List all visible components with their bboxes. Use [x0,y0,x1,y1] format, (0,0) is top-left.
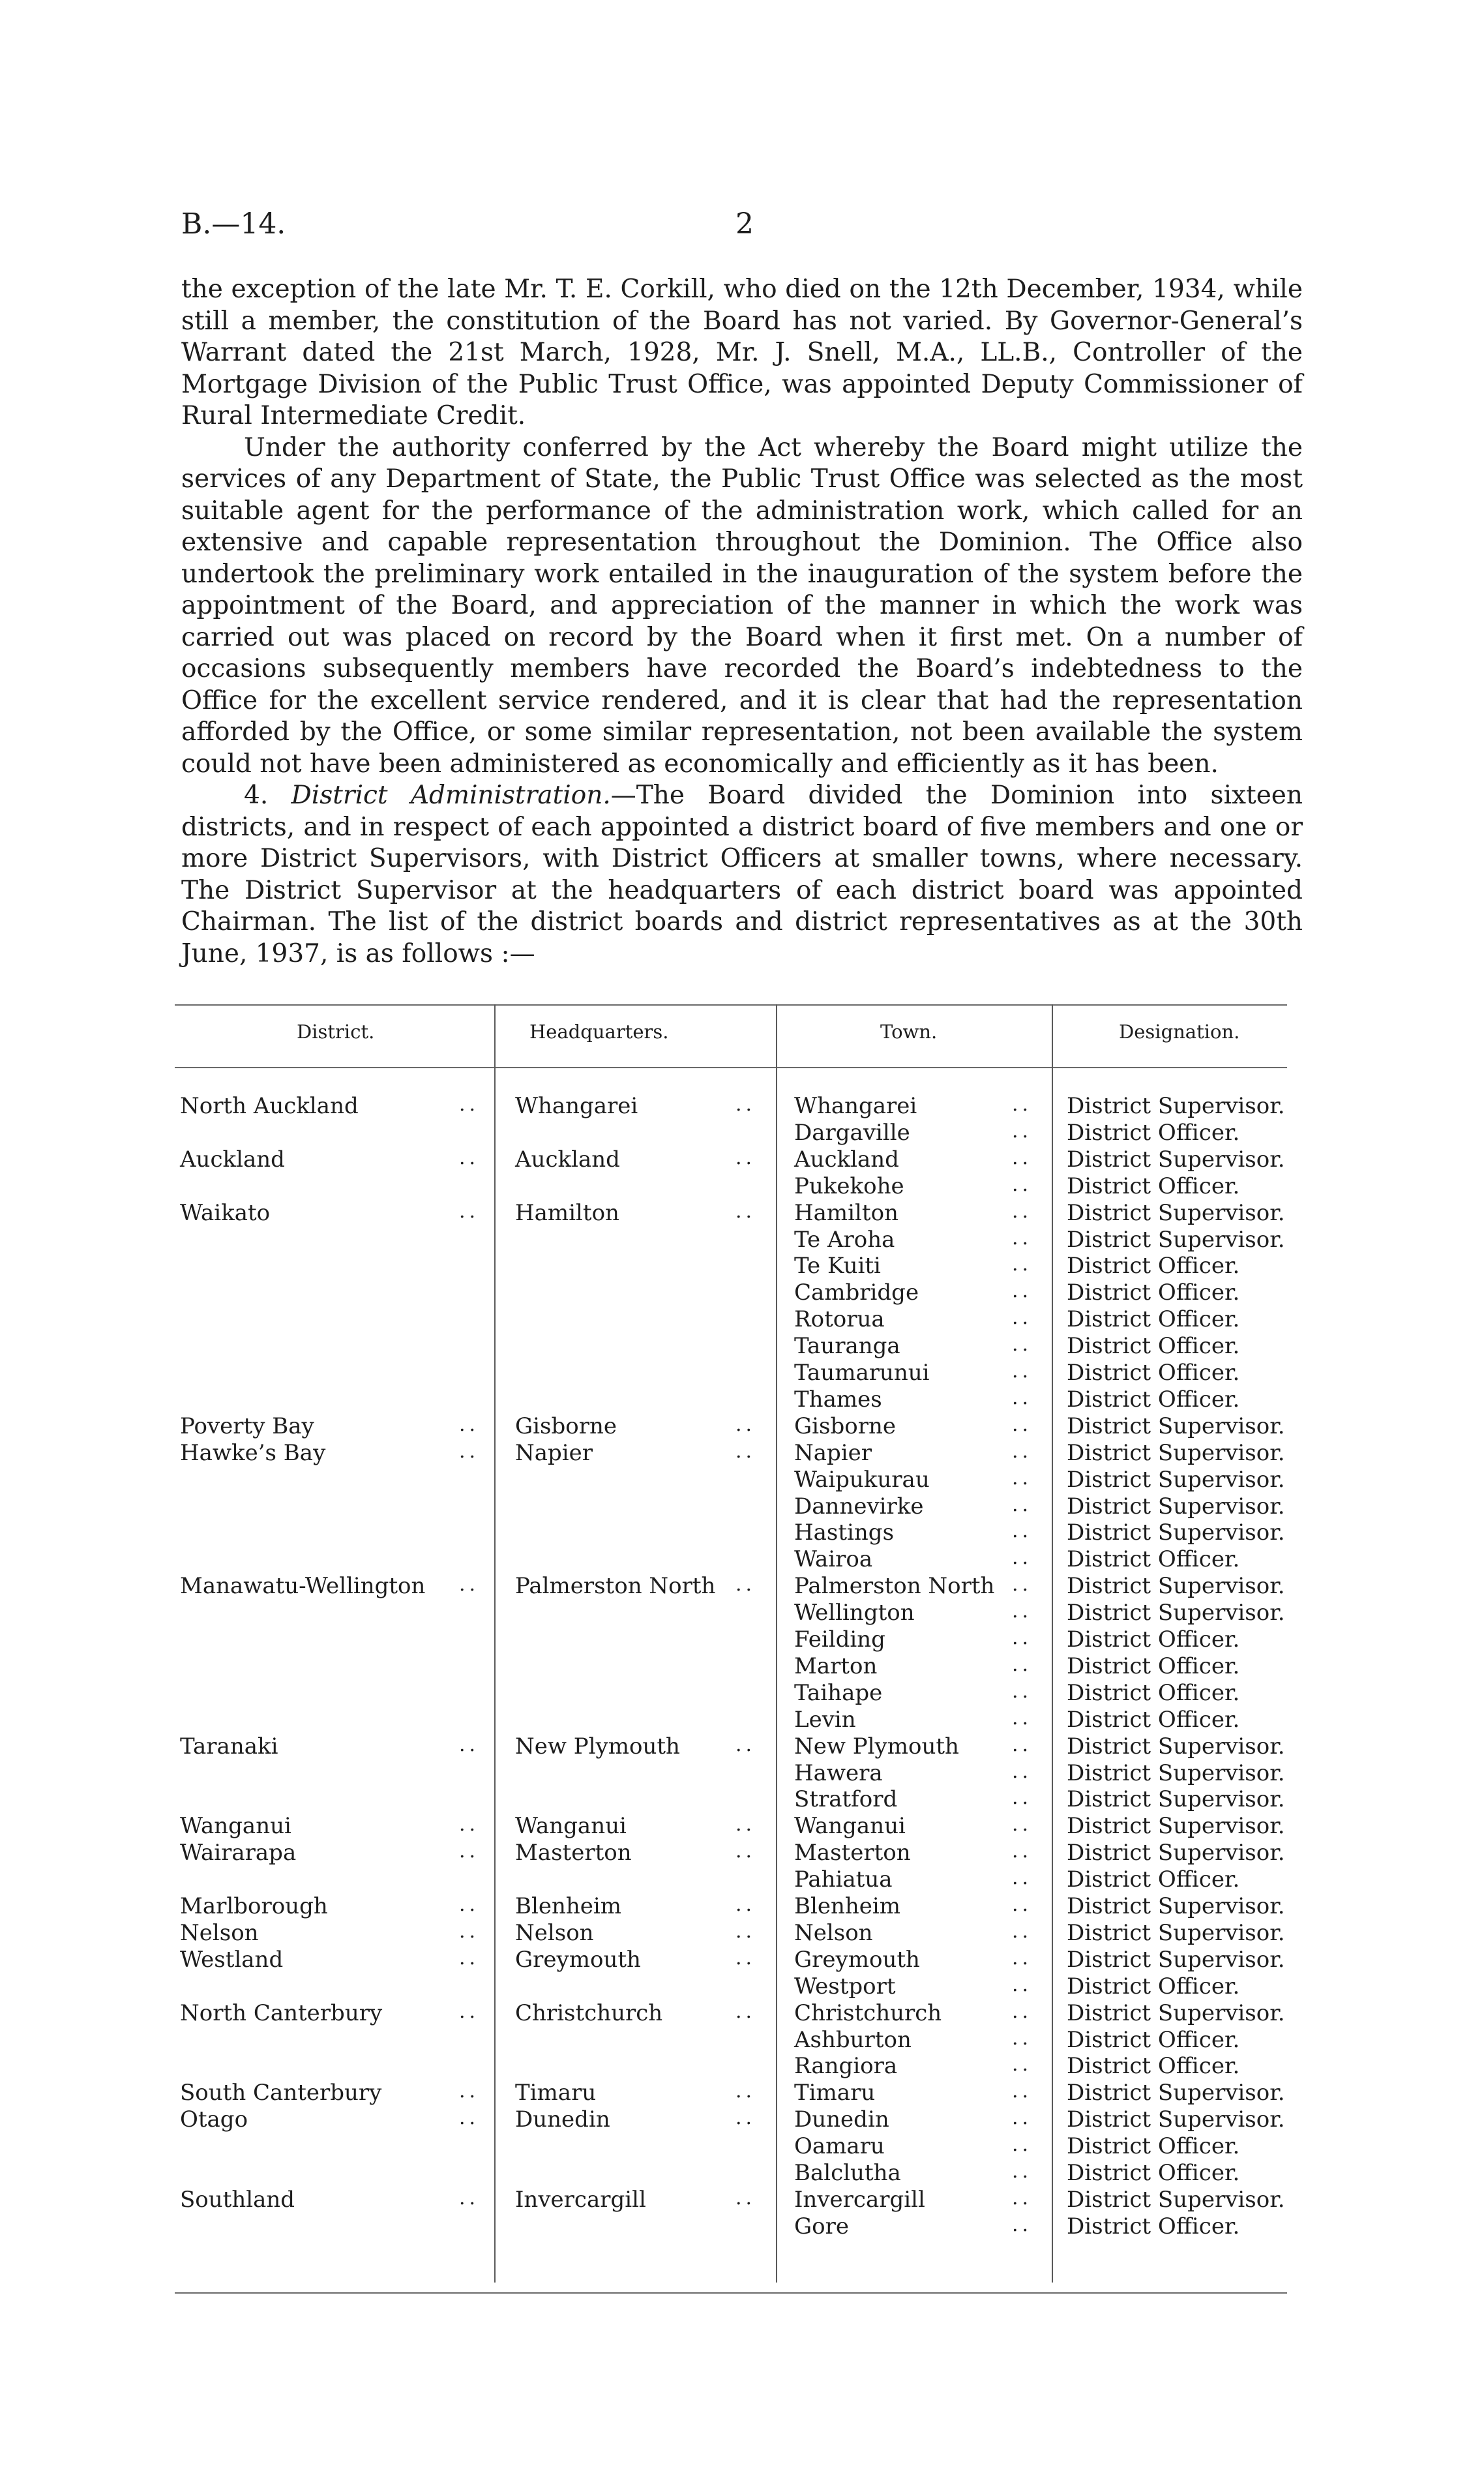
table-bottom-rule [175,2292,1287,2294]
designation-cell: District Officer. [1067,1626,1240,1653]
town-cell: Gore [794,2213,850,2239]
town-cell: Ashburton [794,2027,912,2053]
section-body: —The Board divided the Dominion into sixteen districts, and in respect of each appointed a district board of five members and one or more District Supervisors, with District Officers at smaller towns, where necessary. The District Supervisor at the headquarters of each district board was appointed Chairman. The list of the district boards and district representatives as at the 30th June, 1937, is as follows :— [181,781,1303,968]
headquarters-cell: Wanganui [515,1813,627,1839]
designation-cell: District Officer. [1067,2213,1240,2239]
designation-cell: District Officer. [1067,2053,1240,2079]
document-reference: B.—14. [181,207,286,241]
leader-dots: .. [735,1920,756,1943]
district-cell: Waikato [180,1200,271,1226]
leader-dots: .. [1012,1680,1033,1703]
town-cell: Wellington [794,1600,915,1626]
designation-cell: District Officer. [1067,1680,1240,1706]
leader-dots: .. [1012,1733,1033,1756]
district-cell: Wanganui [180,1813,291,1839]
leader-dots: .. [1012,2053,1033,2076]
designation-cell: District Officer. [1067,1333,1240,1359]
designation-cell: District Officer. [1067,1173,1240,1199]
town-cell: Wairoa [794,1546,873,1572]
page-number: 2 [735,207,754,241]
headquarters-cell: Auckland [515,1146,620,1173]
district-cell: Poverty Bay [180,1413,314,1439]
leader-dots: .. [735,2000,756,2023]
designation-cell: District Officer. [1067,2133,1240,2159]
headquarters-cell: Nelson [515,1920,594,1946]
headquarters-cell: Dunedin [515,2106,610,2133]
leader-dots: .. [1012,1493,1033,1516]
leader-dots: .. [735,1093,756,1116]
headquarters-cell: Timaru [515,2080,597,2106]
leader-dots: .. [459,1733,480,1756]
designation-cell: District Officer. [1067,1386,1240,1413]
leader-dots: .. [1012,1386,1033,1409]
designation-cell: District Supervisor. [1067,2187,1285,2213]
district-cell: Westland [180,1947,284,1973]
leader-dots: .. [1012,1920,1033,1943]
town-cell: Feilding [794,1626,885,1653]
leader-dots: .. [735,1840,756,1863]
leader-dots: .. [459,1813,480,1836]
leader-dots: .. [459,2106,480,2129]
designation-cell: District Supervisor. [1067,1520,1285,1546]
designation-cell: District Supervisor. [1067,1947,1285,1973]
leader-dots: .. [735,1573,756,1596]
designation-cell: District Supervisor. [1067,1733,1285,1760]
leader-dots: .. [1012,2187,1033,2209]
headquarters-cell: Christchurch [515,2000,663,2026]
column-divider [1052,1004,1053,2283]
town-cell: Taihape [794,1680,883,1706]
town-cell: Christchurch [794,2000,942,2026]
town-cell: Dargaville [794,1120,910,1146]
leader-dots: .. [1012,2106,1033,2129]
leader-dots: .. [735,1200,756,1223]
leader-dots: .. [1012,1360,1033,1383]
leader-dots: .. [1012,1120,1033,1143]
paragraph-continuation: the exception of the late Mr. T. E. Corkill, who died on the 12th December, 1934, while still a member, the constitution of the Board has not varied. By Governor-General’s Warrant dated the 21st March, 1928, Mr. J. Snell, M.A., LL.B., Controller of the Mortgage Division of the Public Trust Office, was appointed Deputy Commissioner of Rural Intermediate Credit. [181,275,1303,430]
leader-dots: .. [459,1413,480,1436]
headquarters-cell: New Plymouth [515,1733,680,1760]
leader-dots: .. [1012,1653,1033,1676]
leader-dots: .. [459,2080,480,2103]
leader-dots: .. [1012,1707,1033,1730]
leader-dots: .. [1012,1786,1033,1809]
leader-dots: .. [735,1947,756,1969]
town-cell: Masterton [794,1840,911,1866]
designation-cell: District Supervisor. [1067,1840,1285,1866]
town-cell: Taumarunui [794,1360,930,1386]
town-cell: Hastings [794,1520,895,1546]
leader-dots: .. [1012,1413,1033,1436]
designation-cell: District Supervisor. [1067,1920,1285,1946]
leader-dots: .. [459,1893,480,1916]
designation-cell: District Officer. [1067,1306,1240,1332]
designation-cell: District Officer. [1067,2160,1240,2186]
paragraph-district-administration [181,780,1303,970]
town-cell: Thames [794,1386,882,1413]
designation-cell: District Officer. [1067,1653,1240,1679]
town-cell: Pukekohe [794,1173,904,1199]
designation-cell: District Supervisor. [1067,1440,1285,1466]
town-cell: Auckland [794,1146,899,1173]
designation-cell: District Supervisor. [1067,2000,1285,2026]
town-cell: Greymouth [794,1947,920,1973]
town-cell: New Plymouth [794,1733,959,1760]
designation-cell: District Officer. [1067,1280,1240,1306]
leader-dots: .. [1012,1306,1033,1329]
town-cell: Oamaru [794,2133,885,2159]
designation-cell: District Supervisor. [1067,1573,1285,1599]
headquarters-cell: Whangarei [515,1093,638,1119]
district-cell: Otago [180,2106,248,2133]
town-cell: Nelson [794,1920,873,1946]
leader-dots: .. [735,2106,756,2129]
town-cell: Hamilton [794,1200,898,1226]
leader-dots: .. [1012,2133,1033,2156]
district-cell: North Auckland [180,1093,359,1119]
designation-cell: District Officer. [1067,1360,1240,1386]
leader-dots: .. [459,1200,480,1223]
leader-dots: .. [1012,1600,1033,1623]
town-cell: Hawera [794,1760,883,1786]
town-cell: Palmerston North [794,1573,995,1599]
leader-dots: .. [1012,1280,1033,1302]
town-cell: Rotorua [794,1306,885,1332]
leader-dots: .. [1012,1093,1033,1116]
designation-cell: District Supervisor. [1067,1893,1285,1919]
leader-dots: .. [459,1947,480,1969]
town-cell: Te Aroha [794,1227,895,1253]
headquarters-cell: Napier [515,1440,593,1466]
designation-cell: District Supervisor. [1067,1786,1285,1812]
leader-dots: .. [1012,1520,1033,1542]
town-cell: Cambridge [794,1280,919,1306]
designation-cell: District Officer. [1067,1973,1240,1999]
designation-cell: District Supervisor. [1067,1227,1285,1253]
leader-dots: .. [1012,2213,1033,2236]
town-cell: Invercargill [794,2187,925,2213]
designation-cell: District Supervisor. [1067,1413,1285,1439]
section-heading: District Administration. [291,781,611,810]
leader-dots: .. [1012,2160,1033,2183]
district-cell: Wairarapa [180,1840,297,1866]
leader-dots: .. [459,1840,480,1863]
district-cell: Nelson [180,1920,259,1946]
leader-dots: .. [735,1413,756,1436]
column-header-headquarters: Headquarters. [529,1021,669,1043]
district-cell: North Canterbury [180,2000,383,2026]
town-cell: Balclutha [794,2160,901,2186]
leader-dots: .. [735,1733,756,1756]
leader-dots: .. [735,2187,756,2209]
town-cell: Dannevirke [794,1493,924,1520]
headquarters-cell: Greymouth [515,1947,641,1973]
town-cell: Waipukurau [794,1467,930,1493]
designation-cell: District Supervisor. [1067,1813,1285,1839]
leader-dots: .. [1012,1227,1033,1250]
leader-dots: .. [1012,1333,1033,1356]
town-cell: Whangarei [794,1093,917,1119]
district-cell: Auckland [180,1146,285,1173]
leader-dots: .. [1012,1626,1033,1649]
leader-dots: .. [735,1146,756,1169]
district-cell: Marlborough [180,1893,328,1919]
designation-cell: District Supervisor. [1067,2106,1285,2133]
designation-cell: District Supervisor. [1067,1493,1285,1520]
town-cell: Westport [794,1973,896,1999]
town-cell: Pahiatua [794,1866,893,1893]
column-header-town: Town. [880,1021,938,1043]
leader-dots: .. [1012,1200,1033,1223]
table-top-rule [175,1004,1287,1006]
column-divider [494,1004,496,2283]
leader-dots: .. [459,1573,480,1596]
designation-cell: District Supervisor. [1067,1146,1285,1173]
town-cell: Gisborne [794,1413,896,1439]
leader-dots: .. [735,1440,756,1463]
designation-cell: District Officer. [1067,1707,1240,1733]
designation-cell: District Supervisor. [1067,1093,1285,1119]
leader-dots: .. [1012,1840,1033,1863]
leader-dots: .. [1012,1253,1033,1276]
leader-dots: .. [459,1920,480,1943]
designation-cell: District Officer. [1067,1253,1240,1279]
leader-dots: .. [1012,1573,1033,1596]
town-cell: Levin [794,1707,856,1733]
leader-dots: .. [1012,2080,1033,2103]
leader-dots: .. [1012,1440,1033,1463]
town-cell: Napier [794,1440,872,1466]
town-cell: Stratford [794,1786,898,1812]
district-cell: South Canterbury [180,2080,382,2106]
designation-cell: District Officer. [1067,2027,1240,2053]
district-cell: Hawke’s Bay [180,1440,326,1466]
leader-dots: .. [1012,1866,1033,1889]
leader-dots: .. [459,2187,480,2209]
column-header-district: District. [297,1021,375,1043]
leader-dots: .. [1012,1760,1033,1783]
district-cell: Manawatu-Wellington [180,1573,426,1599]
leader-dots: .. [459,2000,480,2023]
leader-dots: .. [459,1440,480,1463]
leader-dots: .. [735,2080,756,2103]
paragraph-public-trust: Under the authority conferred by the Act whereby the Board might utilize the services of any Department of State, the Public Trust Office was selected as the most suitable agent for the performance of the administration work, which called for an extensive and capable representation throughout the Dominion. The Office also undertook the preliminary work entailed in the inauguration of the system before the appointment of the Board, and appreciation of the manner in which the work was carried out was placed on record by the Board when it first met. On a number of occasions subsequently members have recorded the Board’s indebtedness to the Office for the excellent service rendered, and it is clear that had the representation afforded by the Office, or some similar representation, not been available the system could not have been administered as economically and efficiently as it has been. [181,432,1303,779]
leader-dots: .. [1012,1173,1033,1196]
leader-dots: .. [1012,1546,1033,1569]
designation-cell: District Supervisor. [1067,1760,1285,1786]
town-cell: Tauranga [794,1333,900,1359]
leader-dots: .. [1012,2027,1033,2050]
leader-dots: .. [735,1893,756,1916]
designation-cell: District Supervisor. [1067,1200,1285,1226]
headquarters-cell: Invercargill [515,2187,646,2213]
designation-cell: District Officer. [1067,1546,1240,1572]
leader-dots: .. [1012,1813,1033,1836]
town-cell: Dunedin [794,2106,889,2133]
column-header-designation: Designation. [1119,1021,1240,1043]
table-header-rule [175,1067,1287,1068]
body-text [181,274,1303,970]
town-cell: Marton [794,1653,878,1679]
town-cell: Te Kuiti [794,1253,881,1279]
leader-dots: .. [735,1813,756,1836]
leader-dots: .. [1012,1893,1033,1916]
headquarters-cell: Hamilton [515,1200,619,1226]
town-cell: Wanganui [794,1813,906,1839]
leader-dots: .. [1012,1467,1033,1490]
column-divider [776,1004,777,2283]
town-cell: Rangiora [794,2053,898,2079]
headquarters-cell: Masterton [515,1840,632,1866]
designation-cell: District Supervisor. [1067,1467,1285,1493]
leader-dots: .. [459,1146,480,1169]
district-cell: Taranaki [180,1733,278,1760]
town-cell: Timaru [794,2080,876,2106]
designation-cell: District Supervisor. [1067,1600,1285,1626]
district-cell: Southland [180,2187,295,2213]
headquarters-cell: Blenheim [515,1893,622,1919]
leader-dots: .. [1012,1973,1033,1996]
designation-cell: District Officer. [1067,1866,1240,1893]
leader-dots: .. [1012,1947,1033,1969]
leader-dots: .. [1012,1146,1033,1169]
designation-cell: District Officer. [1067,1120,1240,1146]
headquarters-cell: Palmerston North [515,1573,716,1599]
headquarters-cell: Gisborne [515,1413,617,1439]
designation-cell: District Supervisor. [1067,2080,1285,2106]
town-cell: Blenheim [794,1893,901,1919]
leader-dots: .. [1012,2000,1033,2023]
section-number: 4. [244,781,269,810]
leader-dots: .. [459,1093,480,1116]
